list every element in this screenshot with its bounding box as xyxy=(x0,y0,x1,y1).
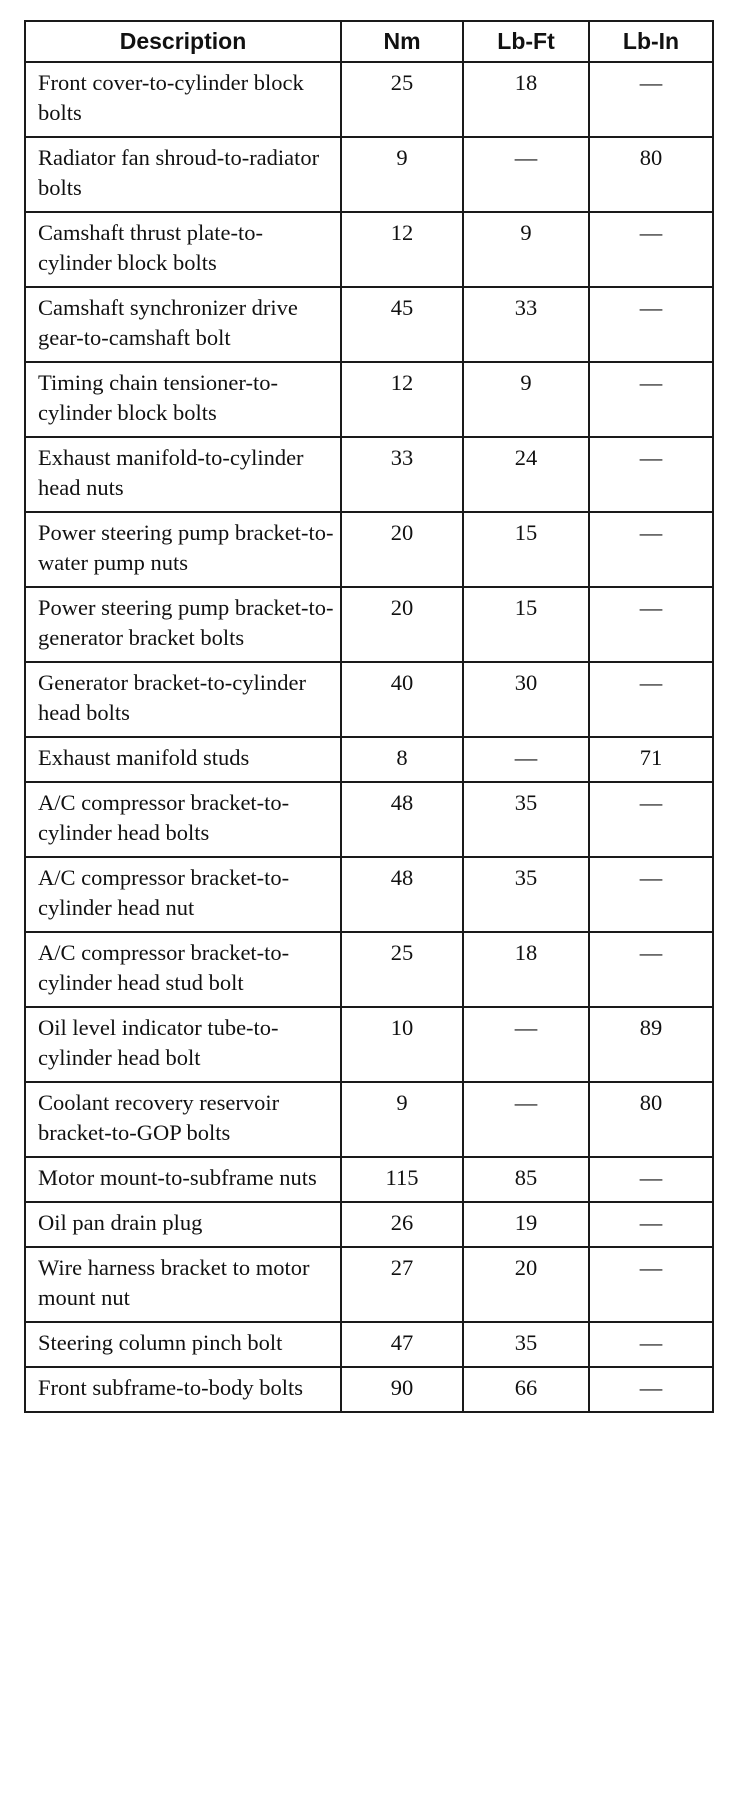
torque-spec-sheet xyxy=(24,20,712,1413)
lb-ft-cell: 33 xyxy=(463,287,589,362)
nm-cell: 20 xyxy=(341,587,463,662)
lb-ft-cell: 35 xyxy=(463,782,589,857)
table-row xyxy=(25,437,713,512)
nm-cell: 25 xyxy=(341,62,463,137)
description-cell: Generator bracket-to-cylinder head bolts xyxy=(25,662,341,737)
description-cell: Power steering pump bracket-to-generator bracket bolts xyxy=(25,587,341,662)
nm-cell: 26 xyxy=(341,1202,463,1247)
nm-cell: 25 xyxy=(341,932,463,1007)
lb-ft-cell: 30 xyxy=(463,662,589,737)
description-cell: Motor mount-to-subframe nuts xyxy=(25,1157,341,1202)
lb-ft-cell: 9 xyxy=(463,212,589,287)
lb-in-cell: 80 xyxy=(589,137,713,212)
table-row xyxy=(25,62,713,137)
lb-in-cell: — xyxy=(589,1157,713,1202)
lb-in-cell: — xyxy=(589,1322,713,1367)
lb-in-cell: 89 xyxy=(589,1007,713,1082)
lb-ft-cell: — xyxy=(463,137,589,212)
table-row xyxy=(25,212,713,287)
description-cell: Radiator fan shroud-to-radiator bolts xyxy=(25,137,341,212)
table-row xyxy=(25,737,713,782)
torque-spec-table xyxy=(24,20,714,1413)
lb-ft-cell: 66 xyxy=(463,1367,589,1412)
nm-cell: 48 xyxy=(341,782,463,857)
nm-cell: 9 xyxy=(341,1082,463,1157)
description-cell: A/C compressor bracket-to-cylinder head nut xyxy=(25,857,341,932)
nm-cell: 12 xyxy=(341,362,463,437)
lb-ft-cell: 85 xyxy=(463,1157,589,1202)
lb-in-cell: — xyxy=(589,587,713,662)
lb-in-cell: — xyxy=(589,437,713,512)
description-cell: Steering column pinch bolt xyxy=(25,1322,341,1367)
nm-cell: 47 xyxy=(341,1322,463,1367)
lb-ft-cell: 35 xyxy=(463,1322,589,1367)
lb-ft-cell: — xyxy=(463,737,589,782)
lb-in-cell: 71 xyxy=(589,737,713,782)
table-row xyxy=(25,1247,713,1322)
lb-ft-cell: — xyxy=(463,1082,589,1157)
nm-cell: 10 xyxy=(341,1007,463,1082)
table-row xyxy=(25,1202,713,1247)
lb-in-cell: — xyxy=(589,1202,713,1247)
lb-ft-cell: 35 xyxy=(463,857,589,932)
description-cell: Oil pan drain plug xyxy=(25,1202,341,1247)
description-cell: A/C compressor bracket-to-cylinder head bolts xyxy=(25,782,341,857)
description-cell: Wire harness bracket to motor mount nut xyxy=(25,1247,341,1322)
lb-ft-cell: 18 xyxy=(463,932,589,1007)
table-row xyxy=(25,287,713,362)
description-cell: Oil level indicator tube-to-cylinder head bolt xyxy=(25,1007,341,1082)
lb-ft-cell: — xyxy=(463,1007,589,1082)
lb-ft-cell: 18 xyxy=(463,62,589,137)
description-cell: Camshaft synchronizer drive gear-to-camshaft bolt xyxy=(25,287,341,362)
table-row xyxy=(25,1157,713,1202)
description-cell: Coolant recovery reservoir bracket-to-GOP bolts xyxy=(25,1082,341,1157)
column-header-lb-in: Lb-In xyxy=(589,21,713,62)
description-cell: Exhaust manifold-to-cylinder head nuts xyxy=(25,437,341,512)
nm-cell: 40 xyxy=(341,662,463,737)
table-row xyxy=(25,662,713,737)
table-row xyxy=(25,1007,713,1082)
table-row xyxy=(25,587,713,662)
lb-in-cell: — xyxy=(589,782,713,857)
table-row xyxy=(25,512,713,587)
lb-in-cell: — xyxy=(589,1247,713,1322)
table-row xyxy=(25,1322,713,1367)
lb-ft-cell: 19 xyxy=(463,1202,589,1247)
table-row xyxy=(25,362,713,437)
lb-ft-cell: 9 xyxy=(463,362,589,437)
lb-in-cell: — xyxy=(589,62,713,137)
column-header-lb-ft: Lb-Ft xyxy=(463,21,589,62)
lb-in-cell: — xyxy=(589,512,713,587)
nm-cell: 90 xyxy=(341,1367,463,1412)
nm-cell: 115 xyxy=(341,1157,463,1202)
lb-in-cell: — xyxy=(589,362,713,437)
description-cell: Camshaft thrust plate-to-cylinder block bolts xyxy=(25,212,341,287)
table-row xyxy=(25,1367,713,1412)
nm-cell: 9 xyxy=(341,137,463,212)
table-row xyxy=(25,1082,713,1157)
nm-cell: 33 xyxy=(341,437,463,512)
lb-in-cell: — xyxy=(589,857,713,932)
lb-in-cell: — xyxy=(589,932,713,1007)
table-body xyxy=(25,62,713,1412)
column-header-description: Description xyxy=(25,21,341,62)
nm-cell: 45 xyxy=(341,287,463,362)
lb-ft-cell: 15 xyxy=(463,512,589,587)
column-header-nm: Nm xyxy=(341,21,463,62)
lb-ft-cell: 20 xyxy=(463,1247,589,1322)
lb-in-cell: 80 xyxy=(589,1082,713,1157)
table-header-row xyxy=(25,21,713,62)
description-cell: Timing chain tensioner-to-cylinder block bolts xyxy=(25,362,341,437)
description-cell: A/C compressor bracket-to-cylinder head stud bolt xyxy=(25,932,341,1007)
nm-cell: 48 xyxy=(341,857,463,932)
description-cell: Front cover-to-cylinder block bolts xyxy=(25,62,341,137)
lb-ft-cell: 24 xyxy=(463,437,589,512)
nm-cell: 12 xyxy=(341,212,463,287)
table-row xyxy=(25,137,713,212)
nm-cell: 8 xyxy=(341,737,463,782)
lb-in-cell: — xyxy=(589,212,713,287)
nm-cell: 27 xyxy=(341,1247,463,1322)
lb-ft-cell: 15 xyxy=(463,587,589,662)
description-cell: Power steering pump bracket-to-water pump nuts xyxy=(25,512,341,587)
nm-cell: 20 xyxy=(341,512,463,587)
table-row xyxy=(25,782,713,857)
lb-in-cell: — xyxy=(589,1367,713,1412)
lb-in-cell: — xyxy=(589,662,713,737)
description-cell: Exhaust manifold studs xyxy=(25,737,341,782)
table-row xyxy=(25,857,713,932)
lb-in-cell: — xyxy=(589,287,713,362)
table-row xyxy=(25,932,713,1007)
description-cell: Front subframe-to-body bolts xyxy=(25,1367,341,1412)
